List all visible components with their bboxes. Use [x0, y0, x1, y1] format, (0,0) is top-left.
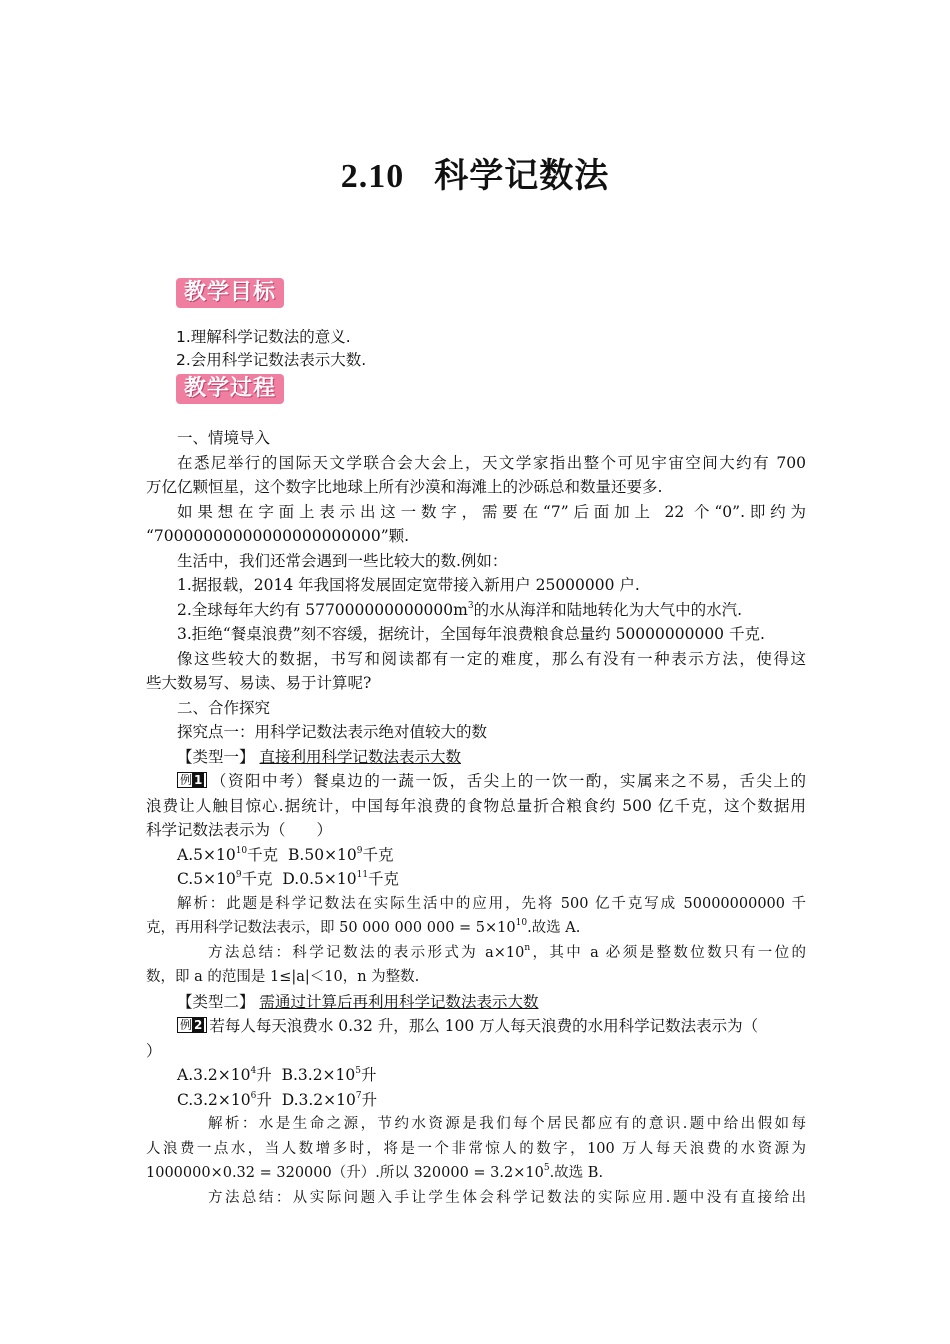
process-banner-label: 教学过程	[176, 374, 284, 404]
goal-item: 2.会用科学记数法表示大数.	[176, 351, 367, 369]
paragraph-line: 如果想在字面上表示出这一数字，需要在“7”后面加上 22 个“0”.即约为	[177, 502, 806, 521]
analysis-line: 克，再用科学记数法表示，即 50 000 000 $000 = 5\times 10^{10}$.故选 A.	[146, 918, 581, 936]
section-title: 科学记数法	[434, 156, 610, 196]
goal-item: 1.理解科学记数法的意义.	[176, 328, 351, 346]
summary-line: 方法总结：科学记数法的表示形式为 $a\times 10^n$，其中 a 必须是整数位数只有一位的	[208, 942, 807, 961]
paragraph-line: “70000000000000000000000”颗.	[146, 527, 410, 545]
paragraph-line: 生活中，我们还常会遇到一些比较大的数.例如：	[177, 551, 508, 570]
lesson-body	[146, 426, 806, 1210]
example-2-line: 例 2 若每人每天浪费水 0.32 升，那么 100 万人每天浪费的水用科学记数法表示为（	[146, 1014, 806, 1039]
goals-list	[176, 326, 366, 372]
summary-line: 数，即 a 的范围是 1≤|a|＜10，n 为整数.	[146, 969, 420, 985]
example-badge: 例 2	[177, 1017, 207, 1033]
process-banner	[176, 374, 570, 408]
analysis-line: 1000000×0.32 = 320000（升）.所以 $320000 = 3.2\times 10^5$.故选 B.	[146, 1163, 604, 1181]
example-1-line: 科学记数法表示为（ ）	[146, 821, 333, 839]
section-heading: 二、合作探究	[177, 698, 271, 717]
analysis-line: 人浪费一点水，当人数增多时，将是一个非常惊人的数字，100 万人每天浪费的水资源为	[146, 1140, 806, 1157]
explore-point: 探究点一：用科学记数法表示绝对值较大的数	[177, 723, 488, 741]
summary-line: 方法总结：从实际问题入手让学生体会科学记数法的实际应用.题中没有直接给出	[208, 1189, 807, 1206]
paragraph-line: 像这些较大的数据，书写和阅读都有一定的难度，那么有没有一种表示方法，使得这	[177, 649, 806, 668]
list-item: 2.全球每年大约有 $577000000000000m^3$的水从海洋和陆地转化为大气中的水汽.	[177, 600, 743, 619]
paragraph-line: 万亿亿颗恒星，这个数字比地球上所有沙漠和海滩上的沙砾总和数量还要多.	[146, 478, 663, 496]
analysis-line: 解析：水是生命之源，节约水资源是我们每个居民都应有的意识.题中给出假如每	[208, 1116, 807, 1132]
options-row: $A.5\times 10^{10}$千克 $B.50\times 10^9$千克	[177, 845, 394, 864]
section-number: 2.10	[340, 158, 405, 195]
example-badge: 例 1	[177, 772, 207, 788]
list-item: 3.拒绝“餐桌浪费”刻不容缓，据统计，全国每年浪费粮食总量约 50000000000 千克.	[177, 625, 765, 643]
paragraph-line: 在悉尼举行的国际天文学联合会大会上，天文学家指出整个可见宇宙空间大约有 700	[177, 453, 806, 472]
options-row: $C.5\times 10^9$千克 $D.0.5\times 10^{11}$千克	[177, 870, 400, 888]
type-heading: 【类型一】 直接利用科学记数法表示大数	[177, 747, 461, 766]
goals-banner	[176, 278, 570, 312]
section-heading: 一、情境导入	[177, 429, 271, 447]
list-item: 1.据报载，2014 年我国将发展固定宽带接入新用户 25000000 户.	[177, 576, 640, 594]
options-row: $C.3.2\times 10^6$升 $D.3.2\times 10^7$升	[177, 1090, 378, 1109]
page-title	[0, 148, 950, 197]
analysis-line: 解析：此题是科学记数法在实际生活中的应用，先将 500 亿千克写成 50000000000 千	[177, 895, 807, 912]
example-1-line: 例 1 （资阳中考）餐桌边的一蔬一饭，舌尖上的一饮一酌，实属来之不易，舌尖上的	[146, 769, 806, 794]
type-heading: 【类型二】 需通过计算后再利用科学记数法表示大数	[177, 992, 539, 1011]
paragraph-line: 些大数易写、易读、易于计算呢?	[146, 674, 372, 692]
options-row: $A.3.2\times 10^4$升 $B.3.2\times 10^5$升	[177, 1066, 377, 1084]
goals-banner-label: 教学目标	[176, 278, 284, 308]
example-1-line: 浪费让人触目惊心.据统计，中国每年浪费的食物总量折合粮食约 500 亿千克，这个数据用	[146, 796, 806, 815]
example-2-line: ）	[146, 1041, 162, 1060]
